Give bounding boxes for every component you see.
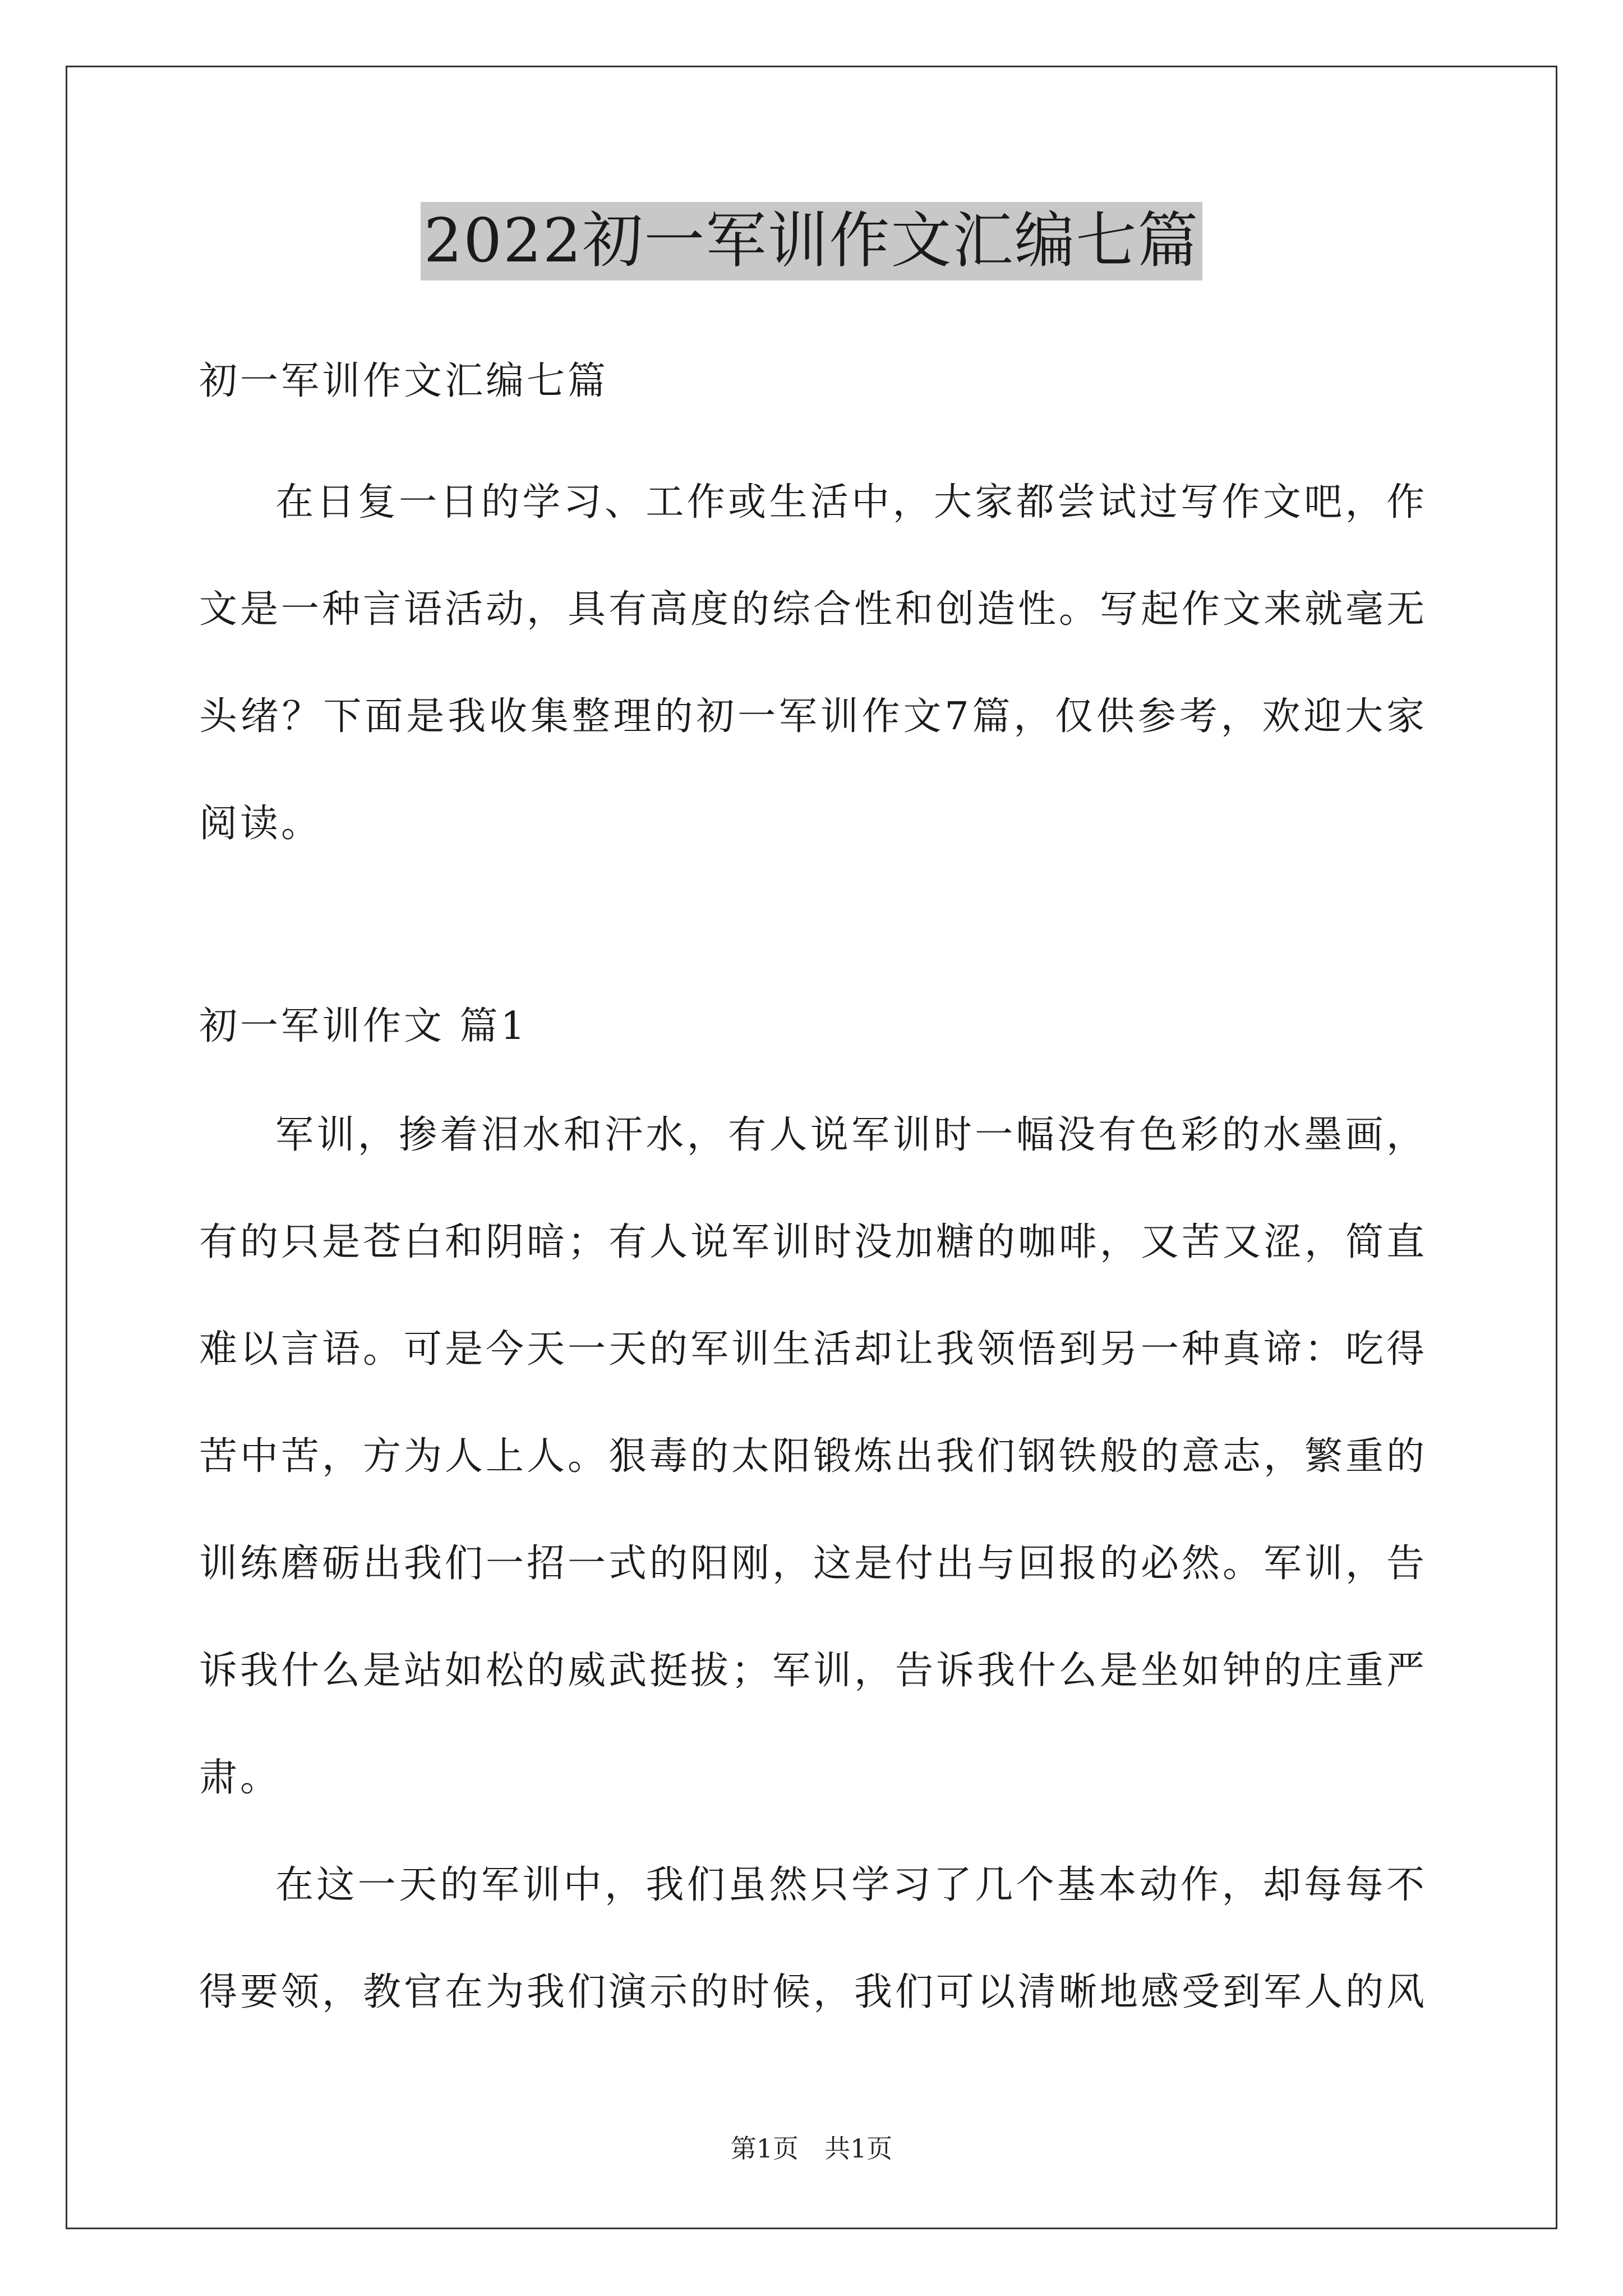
document-title: 2022初一军训作文汇编七篇: [421, 202, 1203, 280]
intro-section: [199, 449, 1427, 877]
intro-paragraph: 在日复一日的学习、工作或生活中，大家都尝试过写作文吧，作文是一种言语活动，具有高度的综合性和创造性。写起作文来就毫无头绪？下面是我收集整理的初一军训作文7篇，仅供参考，欢迎大家阅读。: [199, 480, 1428, 846]
section-heading: 初一军训作文 篇1: [199, 1004, 528, 1048]
page-footer: 第1页 共1页: [730, 2133, 893, 2164]
section-body: [199, 1082, 1427, 2046]
body-paragraph: 军训，掺着泪水和汗水，有人说军训时一幅没有色彩的水墨画，有的只是苍白和阴暗；有人说军训时没加糖的咖啡，又苦又涩，简直难以言语。可是今天一天的军训生活却让我领悟到另一种真谛：吃得苦中苦，方为人上人。狠毒的太阳锻炼出我们钢铁般的意志，繁重的训练磨砺出我们一招一式的阳刚，这是付出与回报的必然。军训，告诉我什么是站如松的威武挺拔；军训，告诉我什么是坐如钟的庄重严肃。: [199, 1113, 1428, 1800]
document-subtitle: 初一军训作文汇编七篇: [199, 359, 609, 403]
body-paragraph: 在这一天的军训中，我们虽然只学习了几个基本动作，却每每不得要领，教官在为我们演示的时候，我们可以清晰地感受到军人的风: [199, 1863, 1428, 2014]
title-container: [0, 202, 1623, 280]
